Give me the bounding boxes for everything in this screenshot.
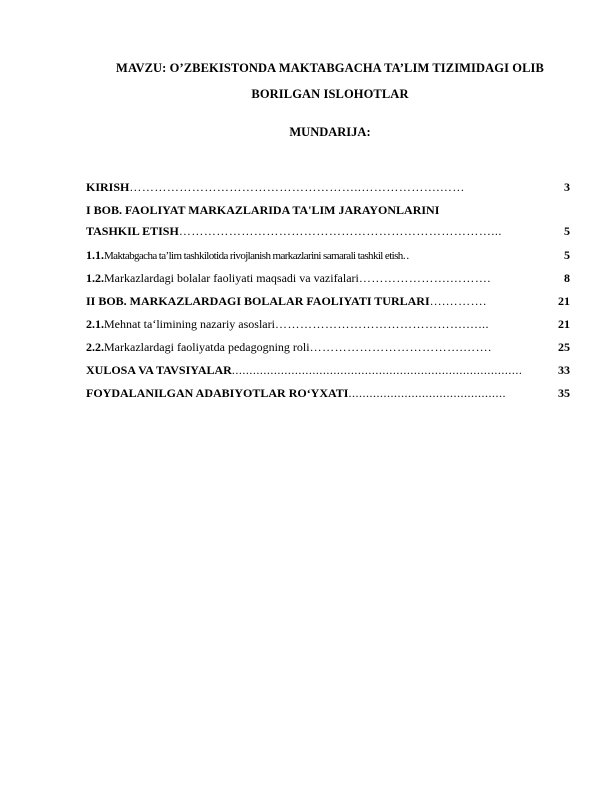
toc-entry-kirish[interactable]	[86, 178, 570, 196]
toc-entry-bob1[interactable]	[86, 201, 570, 219]
toc-leader-dots: ...................................................................................	[231, 363, 523, 377]
toc-leader-dots: ………………….……….	[358, 271, 491, 285]
toc-leader-dots: ………………………………………………..……………….……	[129, 180, 465, 194]
toc-leader-dots: …………………………………………………………………...	[178, 224, 502, 238]
toc-leader-dots: ….……….	[429, 294, 487, 308]
toc-section-number: 2.2.	[86, 340, 104, 354]
toc-leader-dots: ……………………………….…….	[309, 340, 492, 354]
toc-page-number: 8	[564, 271, 570, 285]
toc-entry-bob1-continued[interactable]	[86, 222, 570, 240]
toc-section-number: 2.1.	[86, 317, 104, 331]
toc-page-number: 5	[564, 248, 570, 262]
toc-entry-1-1[interactable]	[86, 246, 570, 264]
toc-section-number: 1.2.	[86, 271, 104, 285]
contents-heading: MUNDARIJA:	[289, 125, 371, 139]
toc-page-number: 25	[558, 340, 570, 354]
toc-entry-label: FOYDALANILGAN ADABIYOTLAR RO‘YXATI	[86, 386, 349, 400]
toc-entry-label: Maktabgacha ta’lim tashkilotida rivojlanish markazlarini samarali tashkil etish	[104, 250, 403, 262]
toc-entry-adabiyotlar[interactable]	[86, 384, 570, 402]
toc-entry-2-1[interactable]	[86, 315, 570, 333]
toc-leader-dots: ……………………………………….…...	[274, 317, 489, 331]
toc-entry-label: II BOB. MARKAZLARDAGI BOLALAR FAOLIYATI TURLARI	[86, 294, 430, 308]
document-title	[60, 55, 600, 107]
toc-page-number: 35	[558, 386, 570, 400]
toc-entry-1-2[interactable]	[86, 269, 570, 287]
toc-page-number: 33	[558, 363, 570, 377]
toc-entry-2-2[interactable]	[86, 338, 570, 356]
title-line-2: BORILGAN ISLOHOTLAR	[251, 87, 409, 101]
toc-leader-dots: ..	[402, 248, 410, 262]
toc-leader-dots: .............................................	[348, 386, 506, 400]
toc-page-number: 3	[564, 180, 570, 194]
toc-entry-label: I BOB. FAOLIYAT MARKAZLARIDA TA'LIM JARAYONLARINI	[86, 203, 440, 217]
toc-entry-bob2[interactable]	[86, 292, 570, 310]
toc-entry-label: Mehnat ta‘limining nazariy asoslari	[104, 317, 275, 331]
toc-entry-label: Markazlardagi faoliyatda pedagogning roli	[104, 340, 310, 354]
toc-entry-label: KIRISH	[86, 180, 130, 194]
toc-page-number: 5	[564, 224, 570, 238]
toc-page-number: 21	[558, 294, 570, 308]
toc-page-number: 21	[558, 317, 570, 331]
toc-entry-xulosa[interactable]	[86, 361, 570, 379]
toc-entry-label: TASHKIL ETISH	[86, 224, 179, 238]
toc-entry-label: XULOSA VA TAVSIYALAR	[86, 363, 232, 377]
title-line-1: MAVZU: O’ZBEKISTONDA MAKTABGACHA TA’LIM TIZIMIDAGI OLIB	[116, 61, 544, 75]
toc-entry-label: Markazlardagi bolalar faoliyati maqsadi va vazifalari	[104, 271, 359, 285]
toc-section-number: 1.1.	[86, 248, 104, 262]
